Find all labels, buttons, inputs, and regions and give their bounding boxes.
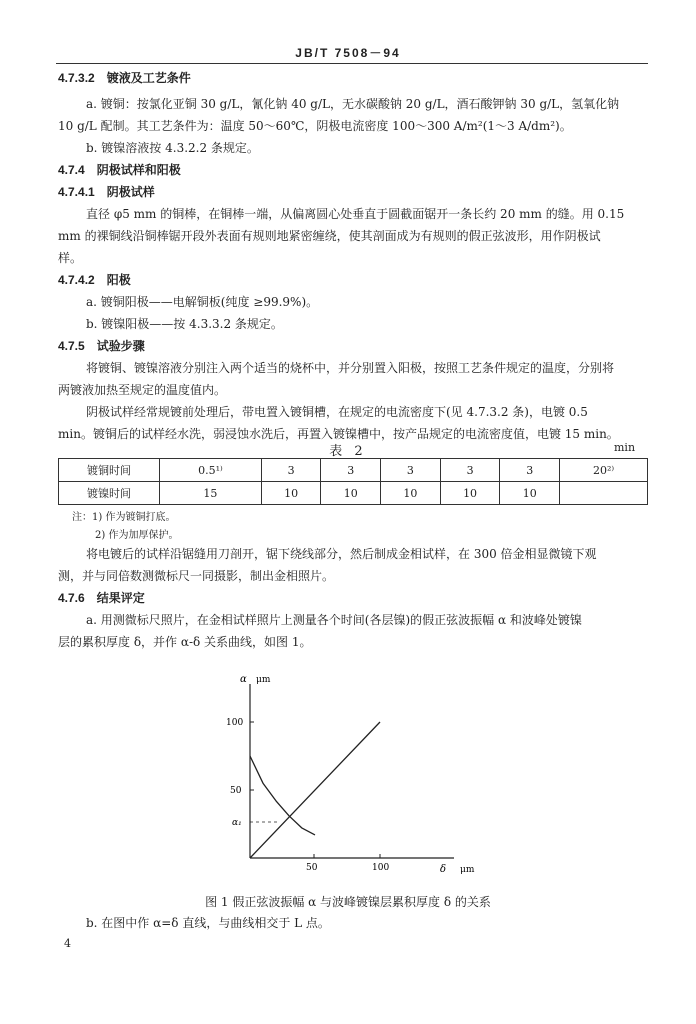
x-tick-label: 100: [372, 863, 390, 873]
table-cell: 10: [440, 482, 500, 505]
page-number: 4: [64, 937, 71, 950]
y-axis-unit: μm: [256, 675, 271, 685]
x-axis-label: δ: [440, 864, 447, 875]
paragraph-line: a. 用测微标尺照片，在金相试样照片上测量各个时间(各层镍)的假正弦波振幅 α 和波峰处镀镍: [86, 613, 582, 627]
y-tick-label: 100: [226, 718, 244, 728]
section-number: 4.7.5: [58, 339, 85, 353]
paragraph-line: 测，并与同倍数测微标尺一同摄影，制出金相照片。: [58, 569, 335, 583]
table-unit: min: [614, 441, 636, 454]
page-header: JB/T 7508－94: [295, 46, 401, 60]
table-row: [59, 482, 648, 505]
section-heading: [58, 70, 191, 86]
section-title: 阳极: [106, 273, 131, 287]
table-cell: 10: [321, 482, 381, 505]
paragraph-line: min。镀铜后的试样经水洗，弱浸蚀水洗后，再置入镀镍槽中，按产品规定的电流密度值，电镀 15 min。: [58, 427, 619, 441]
section-number: 4.7.4.1: [58, 185, 95, 199]
paragraph-line: mm 的裸铜线沿铜棒锯开段外表面有规则地紧密缠绕，使其剖面成为有规则的假正弦波形，用作阴极试: [58, 229, 601, 243]
figure-alpha-delta-chart: [222, 672, 492, 877]
figure-caption: 图 1 假正弦波振幅 α 与波峰镀镍层累积厚度 δ 的关系: [205, 895, 491, 909]
paragraph-line: a. 镀铜：按氯化亚铜 30 g/L，氰化钠 40 g/L，无水碳酸钠 20 g/L，酒石酸钾钠 30 g/L，氢氧化钠: [86, 97, 620, 111]
table-cell: 3: [440, 459, 500, 482]
section-title: 阴极试样和阳极: [96, 163, 181, 177]
paragraph-line: a. 镀铜阳极——电解铜板(纯度 ≥99.9%)。: [86, 295, 319, 309]
alpha-equals-delta-line: [250, 722, 380, 858]
header-rule: [56, 63, 648, 64]
paragraph-line: 将电镀后的试样沿锯缝用刀剖开，锯下绕线部分，然后制成金相试样，在 300 倍金相显微镜下观: [86, 547, 597, 561]
y-tick-label: 50: [230, 786, 242, 796]
table-cell: 3: [500, 459, 560, 482]
section-title: 镀液及工艺条件: [106, 71, 191, 85]
row-header: 镀镍时间: [59, 482, 160, 505]
table-note: 2) 作为加厚保护。: [95, 530, 179, 541]
table-cell: 0.5¹⁾: [160, 459, 262, 482]
table-cell: 15: [160, 482, 262, 505]
paragraph-line: 层的累积厚度 δ，并作 α-δ 关系曲线，如图 1。: [58, 635, 312, 649]
table-cell: 3: [321, 459, 381, 482]
section-heading: [58, 338, 145, 354]
y-tick-label-alpha1: α₁: [232, 818, 242, 828]
table-title: 表 2: [329, 444, 367, 459]
section-number: 4.7.4: [58, 163, 85, 177]
plating-time-table: [58, 458, 648, 505]
table-cell: 10: [381, 482, 441, 505]
table-row: [59, 459, 648, 482]
section-heading: [58, 590, 145, 606]
section-heading: [58, 162, 181, 178]
table-cell: 3: [381, 459, 441, 482]
section-number: 4.7.4.2: [58, 273, 95, 287]
figure-series-group: [250, 722, 380, 858]
paragraph-line: 直径 φ5 mm 的铜棒，在铜棒一端，从偏离圆心处垂直于圆截面锯开一条长约 20 mm 的缝。用 0.15: [86, 207, 625, 221]
section-title: 试验步骤: [96, 339, 145, 353]
paragraph-line: b. 镀镍阳极——按 4.3.3.2 条规定。: [86, 317, 283, 331]
section-number: 4.7.6: [58, 591, 85, 605]
section-heading: [58, 272, 131, 288]
table-cell: 10: [261, 482, 321, 505]
paragraph-line: b. 在图中作 α=δ 直线，与曲线相交于 L 点。: [86, 916, 330, 930]
y-axis-label: α: [240, 674, 247, 685]
section-title: 结果评定: [96, 591, 145, 605]
table-cell: 20²⁾: [560, 459, 648, 482]
table-cell: [560, 482, 648, 505]
x-axis-unit: μm: [460, 865, 475, 875]
row-header: 镀铜时间: [59, 459, 160, 482]
paragraph-line: 样。: [58, 251, 83, 265]
section-number: 4.7.3.2: [58, 71, 95, 85]
section-heading: [58, 184, 155, 200]
paragraph-line: 将镀铜、镀镍溶液分别注入两个适当的烧杯中，并分别置入阳极，按照工艺条件规定的温度，分别将: [86, 361, 615, 375]
table-cell: 10: [500, 482, 560, 505]
paragraph-line: 阴极试样经常规镀前处理后，带电置入镀铜槽，在规定的电流密度下(见 4.7.3.2 条)，电镀 0.5: [86, 405, 588, 419]
paragraph-line: 两镀液加热至规定的温度值内。: [58, 383, 227, 397]
table-cell: 3: [261, 459, 321, 482]
paragraph-line: 10 g/L 配制。其工艺条件为：温度 50～60℃，阴极电流密度 100～300 A/m²(1～3 A/dm²)。: [58, 119, 572, 133]
paragraph-line: b. 镀镍溶液按 4.3.2.2 条规定。: [86, 141, 259, 155]
table-note: 注：1) 作为镀铜打底。: [72, 512, 176, 523]
x-tick-label: 50: [306, 863, 318, 873]
section-title: 阴极试样: [106, 185, 155, 199]
